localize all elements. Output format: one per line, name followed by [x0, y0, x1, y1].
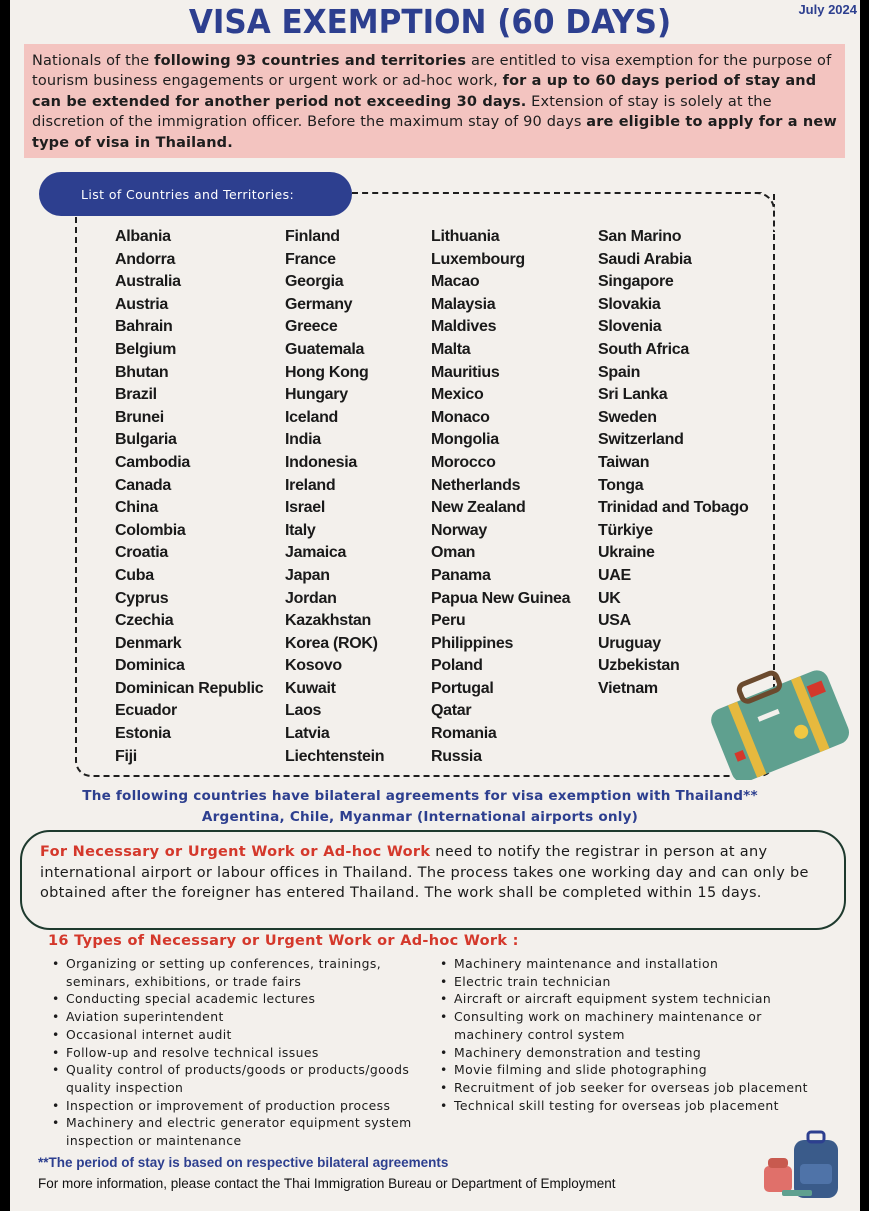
country-item: Liechtenstein	[285, 747, 385, 765]
country-item: Brunei	[115, 408, 164, 426]
country-item: Guatemala	[285, 340, 365, 358]
country-item: Cambodia	[115, 453, 190, 471]
country-item: Luxembourg	[431, 250, 525, 268]
country-item: Maldives	[431, 318, 497, 336]
work-type-item: • Recruitment of job seeker for overseas job placement	[440, 1079, 835, 1097]
country-item: Poland	[431, 657, 483, 675]
country-item: Georgia	[285, 273, 344, 291]
work-type-item: • Inspection or improvement of production process	[52, 1097, 422, 1115]
country-item: Croatia	[115, 544, 169, 562]
work-type-item: • Machinery demonstration and testing	[440, 1044, 835, 1062]
intro-text: Extension of stay is solely at the discretion of the immigration officer. Before the maximum stay of 90 days	[32, 93, 772, 131]
country-item: Japan	[285, 566, 330, 584]
country-item: Bhutan	[115, 363, 169, 381]
country-item: Brazil	[115, 386, 157, 404]
country-column-3	[431, 226, 570, 768]
country-item: Portugal	[431, 679, 494, 697]
bilateral-note	[0, 786, 840, 827]
country-item: Kosovo	[285, 657, 342, 675]
country-item: Albania	[115, 228, 171, 245]
country-item: Kazakhstan	[285, 612, 371, 630]
country-item: Germany	[285, 295, 353, 313]
country-item: China	[115, 499, 158, 517]
country-item: USA	[598, 612, 631, 630]
country-item: Malta	[431, 340, 471, 358]
adhoc-work-text: need to notify the registrar in person at any international airport or labour offices in Thailand. The process takes one working day and can only be obtained after the foreigner has entered Thailand. The work shall be completed within 15 days.	[40, 844, 809, 901]
work-types-right	[440, 955, 835, 1114]
work-type-item: • Conducting special academic lectures	[52, 990, 422, 1008]
country-item: New Zealand	[431, 499, 526, 517]
country-item: Lithuania	[431, 228, 500, 245]
country-item: Slovenia	[598, 318, 662, 336]
country-item: UK	[598, 589, 621, 607]
country-item: San Marino	[598, 228, 682, 245]
list-heading: List of Countries and Territories:	[39, 172, 352, 216]
adhoc-work-lead: For Necessary or Urgent Work or Ad-hoc Work	[40, 844, 431, 860]
country-item: Estonia	[115, 725, 171, 743]
work-type-item: • Aircraft or aircraft equipment system technician	[440, 990, 835, 1008]
work-type-item: • Consulting work on machinery maintenance or machinery control system	[440, 1008, 835, 1043]
country-item: Dominica	[115, 657, 185, 675]
country-item: Panama	[431, 566, 491, 584]
country-item: Austria	[115, 295, 169, 313]
country-item: Czechia	[115, 612, 174, 630]
work-type-item: • Quality control of products/goods or products/goods quality inspection	[52, 1061, 422, 1096]
country-item: Bahrain	[115, 318, 173, 336]
country-item: France	[285, 250, 336, 268]
intro-bold: for a up to 60 days period of stay and can be extended for another period not exceeding 30 days.	[32, 73, 817, 110]
country-item: Sri Lanka	[598, 386, 668, 404]
work-type-item: • Technical skill testing for overseas job placement	[440, 1097, 835, 1115]
country-item: Latvia	[285, 725, 330, 743]
country-item: UAE	[598, 566, 631, 584]
work-type-item: • Machinery maintenance and installation	[440, 955, 835, 973]
country-item: Iceland	[285, 408, 339, 426]
country-item: Monaco	[431, 408, 490, 426]
footnote: **The period of stay is based on respective bilateral agreements	[38, 1155, 449, 1170]
country-item: Tonga	[598, 476, 644, 494]
country-item: Kuwait	[285, 679, 336, 697]
intro-banner	[24, 44, 845, 158]
work-type-item: • Follow-up and resolve technical issues	[52, 1044, 422, 1062]
country-item: Colombia	[115, 521, 186, 539]
country-item: India	[285, 431, 321, 449]
country-item: Macao	[431, 273, 480, 291]
country-item: Korea (ROK)	[285, 634, 378, 652]
country-item: Finland	[285, 228, 340, 245]
country-item: Dominican Republic	[115, 679, 264, 697]
country-item: Trinidad and Tobago	[598, 499, 749, 517]
country-item: Hong Kong	[285, 363, 369, 381]
country-item: South Africa	[598, 340, 689, 358]
bilateral-line-2: Argentina, Chile, Myanmar (International airports only)	[201, 808, 639, 825]
intro-text: are entitled to visa exemption for the purpose of tourism business engagements or urgent work or ad-hoc work,	[32, 53, 832, 90]
country-item: Laos	[285, 702, 322, 720]
luggage-illustration	[760, 1130, 845, 1200]
suitcase-illustration	[705, 660, 850, 780]
country-item: Papua New Guinea	[431, 589, 571, 607]
country-item: Fiji	[115, 747, 137, 765]
country-item: Mauritius	[431, 363, 500, 381]
country-item: Taiwan	[598, 453, 650, 471]
country-item: Cyprus	[115, 589, 169, 607]
work-type-item: • Machinery and electric generator equipment system inspection or maintenance	[52, 1114, 422, 1149]
country-item: Australia	[115, 273, 181, 291]
country-column-2	[285, 226, 384, 768]
work-types-left	[52, 955, 422, 1150]
country-item: Bulgaria	[115, 431, 177, 449]
work-type-item: • Aviation superintendent	[52, 1008, 422, 1026]
country-column-4	[598, 226, 748, 700]
country-item: Netherlands	[431, 476, 521, 494]
country-item: Denmark	[115, 634, 182, 652]
country-item: Uruguay	[598, 634, 661, 652]
work-types-title: 16 Types of Necessary or Urgent Work or Ad-hoc Work :	[48, 933, 519, 949]
country-item: Peru	[431, 612, 466, 630]
work-type-item: • Electric train technician	[440, 973, 835, 991]
country-item: Italy	[285, 521, 316, 539]
country-item: Mongolia	[431, 431, 499, 449]
country-item: Jordan	[285, 589, 337, 607]
country-item: Qatar	[431, 702, 472, 720]
adhoc-work-notice	[20, 830, 846, 930]
country-column-1	[115, 226, 263, 768]
country-item: Cuba	[115, 566, 154, 584]
work-type-item: • Movie filming and slide photographing	[440, 1061, 835, 1079]
country-item: Canada	[115, 476, 171, 494]
work-type-item: • Occasional internet audit	[52, 1026, 422, 1044]
bilateral-line-1: The following countries have bilateral agreements for visa exemption with Thailand**	[82, 788, 758, 804]
country-item: Türkiye	[598, 521, 653, 539]
country-item: Ecuador	[115, 702, 177, 720]
country-item: Morocco	[431, 453, 496, 471]
work-type-item: • Organizing or setting up conferences, trainings, seminars, exhibitions, or trade fairs	[52, 955, 422, 990]
country-item: Norway	[431, 521, 487, 539]
intro-text: Nationals of the	[32, 53, 155, 69]
country-item: Andorra	[115, 250, 176, 268]
intro-bold: are eligible to apply for a new type of visa in Thailand.	[32, 114, 837, 151]
country-item: Belgium	[115, 340, 177, 358]
country-item: Oman	[431, 544, 476, 562]
date-label: July 2024	[798, 2, 857, 17]
country-item: Saudi Arabia	[598, 250, 692, 268]
country-item: Spain	[598, 363, 641, 381]
list-frame-top	[352, 192, 762, 194]
country-item: Vietnam	[598, 679, 658, 697]
country-item: Hungary	[285, 386, 348, 404]
country-item: Indonesia	[285, 453, 357, 471]
intro-bold: following 93 countries and territories	[154, 53, 467, 69]
country-item: Mexico	[431, 386, 484, 404]
country-item: Singapore	[598, 273, 674, 291]
country-item: Uzbekistan	[598, 657, 680, 675]
country-item: Slovakia	[598, 295, 661, 313]
contact-info: For more information, please contact the Thai Immigration Bureau or Department of Employment	[38, 1176, 616, 1191]
country-item: Russia	[431, 747, 482, 765]
country-item: Jamaica	[285, 544, 347, 562]
country-item: Philippines	[431, 634, 514, 652]
country-item: Greece	[285, 318, 338, 336]
country-item: Ukraine	[598, 544, 655, 562]
page-title: VISA EXEMPTION (60 DAYS)	[188, 2, 672, 41]
country-item: Malaysia	[431, 295, 496, 313]
country-item: Ireland	[285, 476, 336, 494]
country-item: Sweden	[598, 408, 657, 426]
country-item: Romania	[431, 725, 497, 743]
country-item: Switzerland	[598, 431, 684, 449]
country-item: Israel	[285, 499, 326, 517]
